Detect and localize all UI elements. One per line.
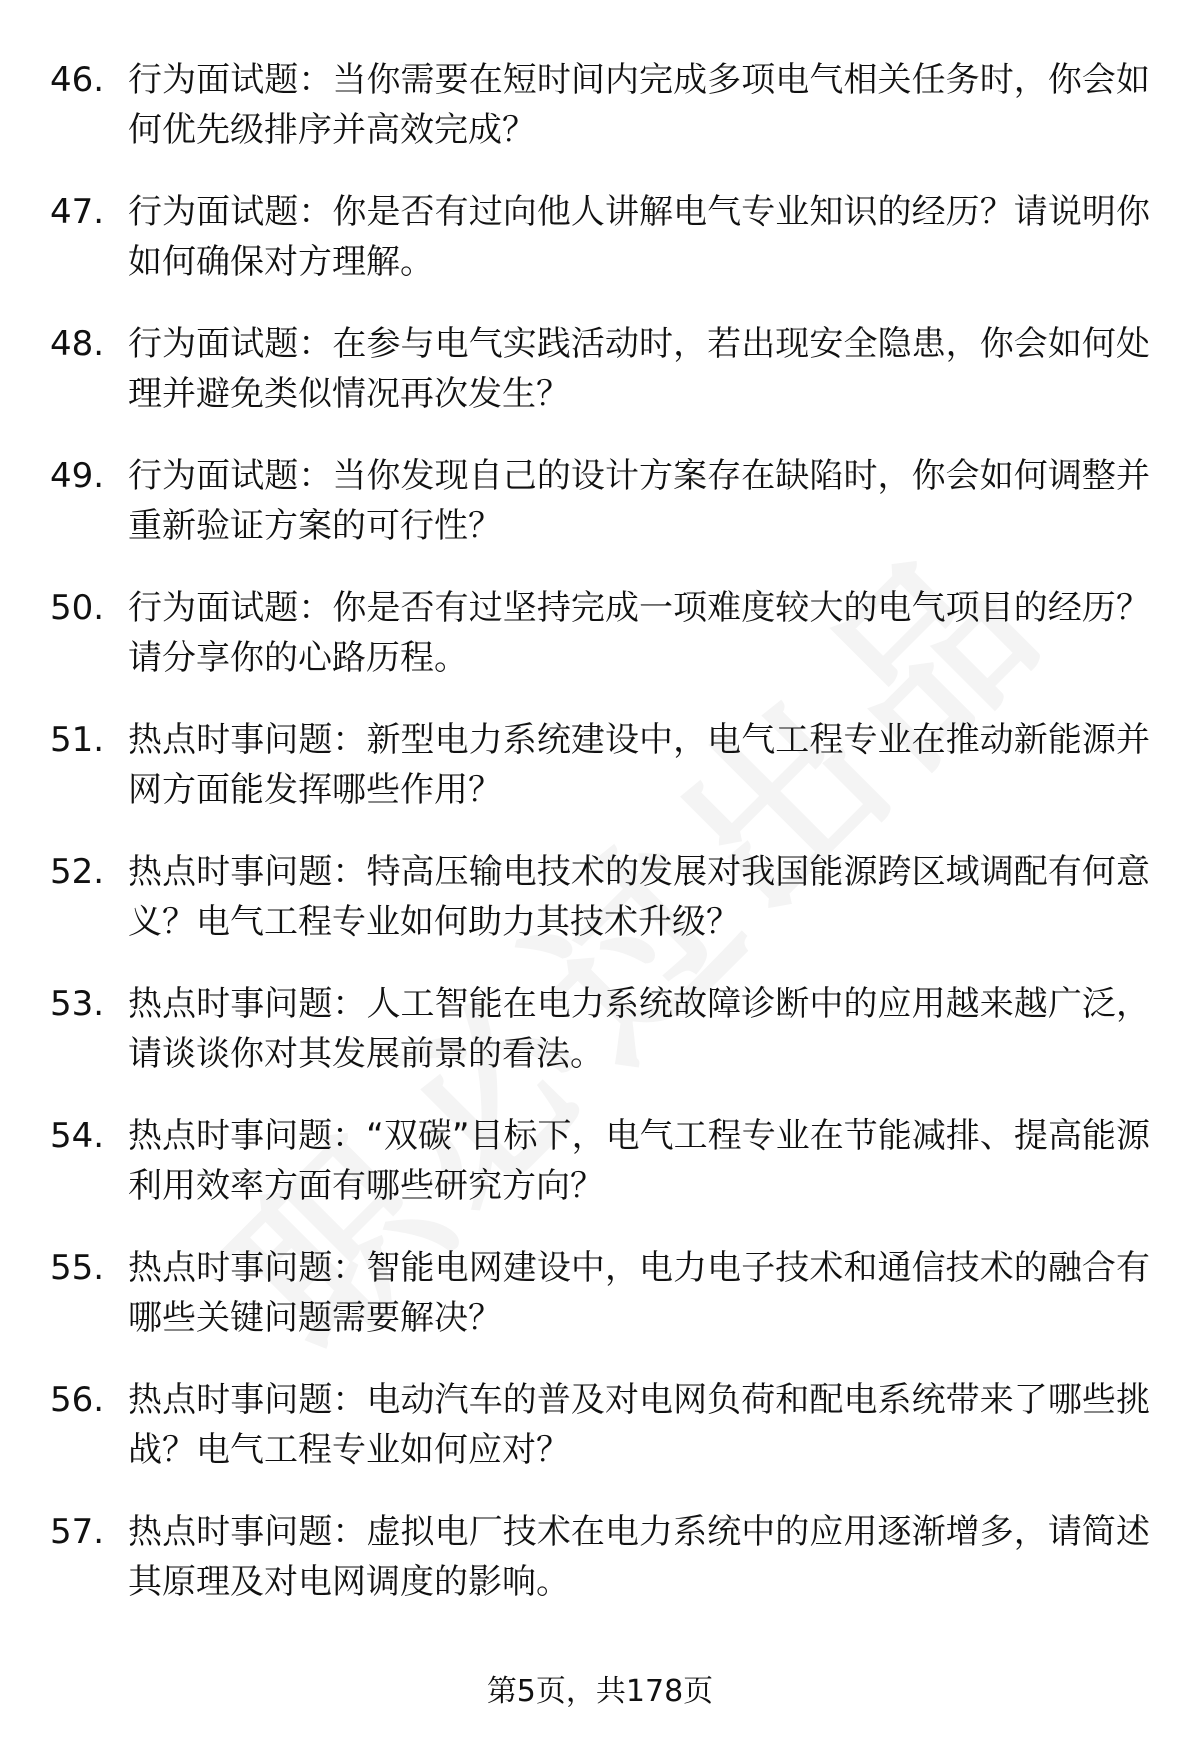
question-number: 56. bbox=[50, 1380, 105, 1420]
question-number: 50. bbox=[50, 588, 105, 628]
question-item bbox=[50, 847, 1150, 947]
question-item bbox=[50, 715, 1150, 815]
question-text: 行为面试题：在参与电气实践活动时，若出现安全隐患，你会如何处理并避免类似情况再次发生？ bbox=[128, 324, 1150, 414]
question-number: 46. bbox=[50, 60, 105, 100]
question-number: 55. bbox=[50, 1248, 105, 1288]
question-number: 51. bbox=[50, 720, 105, 760]
question-number: 48. bbox=[50, 324, 105, 364]
question-number: 52. bbox=[50, 852, 105, 892]
question-item bbox=[50, 187, 1150, 287]
page-number-label: 第5页，共178页 bbox=[486, 1674, 714, 1709]
question-text: 热点时事问题：特高压输电技术的发展对我国能源跨区域调配有何意义？电气工程专业如何助力其技术升级？ bbox=[128, 852, 1150, 942]
question-text: 热点时事问题：智能电网建设中，电力电子技术和通信技术的融合有哪些关键问题需要解决？ bbox=[128, 1248, 1150, 1338]
question-item bbox=[50, 583, 1150, 683]
question-number: 47. bbox=[50, 192, 105, 232]
question-text: 热点时事问题：新型电力系统建设中，电气工程专业在推动新能源并网方面能发挥哪些作用？ bbox=[128, 720, 1150, 810]
question-number: 53. bbox=[50, 984, 105, 1024]
question-item bbox=[50, 451, 1150, 551]
question-item bbox=[50, 1111, 1150, 1211]
question-text: 行为面试题：当你需要在短时间内完成多项电气相关任务时，你会如何优先级排序并高效完成？ bbox=[128, 60, 1150, 150]
question-number: 57. bbox=[50, 1512, 105, 1552]
question-number: 54. bbox=[50, 1116, 105, 1156]
question-item bbox=[50, 55, 1150, 155]
question-item bbox=[50, 1375, 1150, 1475]
question-text: 热点时事问题：人工智能在电力系统故障诊断中的应用越来越广泛，请谈谈你对其发展前景的看法。 bbox=[128, 984, 1150, 1074]
question-text: 热点时事问题：电动汽车的普及对电网负荷和配电系统带来了哪些挑战？电气工程专业如何应对？ bbox=[128, 1380, 1150, 1470]
question-text: 热点时事问题：虚拟电厂技术在电力系统中的应用逐渐增多，请简述其原理及对电网调度的影响。 bbox=[128, 1512, 1150, 1602]
question-item bbox=[50, 979, 1150, 1079]
question-number: 49. bbox=[50, 456, 105, 496]
question-text: 热点时事问题：“双碳”目标下，电气工程专业在节能减排、提高能源利用效率方面有哪些研究方向？ bbox=[128, 1116, 1150, 1206]
question-list bbox=[50, 55, 1150, 1639]
question-text: 行为面试题：你是否有过向他人讲解电气专业知识的经历？请说明你如何确保对方理解。 bbox=[128, 192, 1150, 282]
page-footer bbox=[0, 1672, 1200, 1712]
question-item bbox=[50, 1507, 1150, 1607]
question-item bbox=[50, 1243, 1150, 1343]
question-item bbox=[50, 319, 1150, 419]
question-text: 行为面试题：你是否有过坚持完成一项难度较大的电气项目的经历？请分享你的心路历程。 bbox=[128, 588, 1150, 678]
question-text: 行为面试题：当你发现自己的设计方案存在缺陷时，你会如何调整并重新验证方案的可行性？ bbox=[128, 456, 1150, 546]
